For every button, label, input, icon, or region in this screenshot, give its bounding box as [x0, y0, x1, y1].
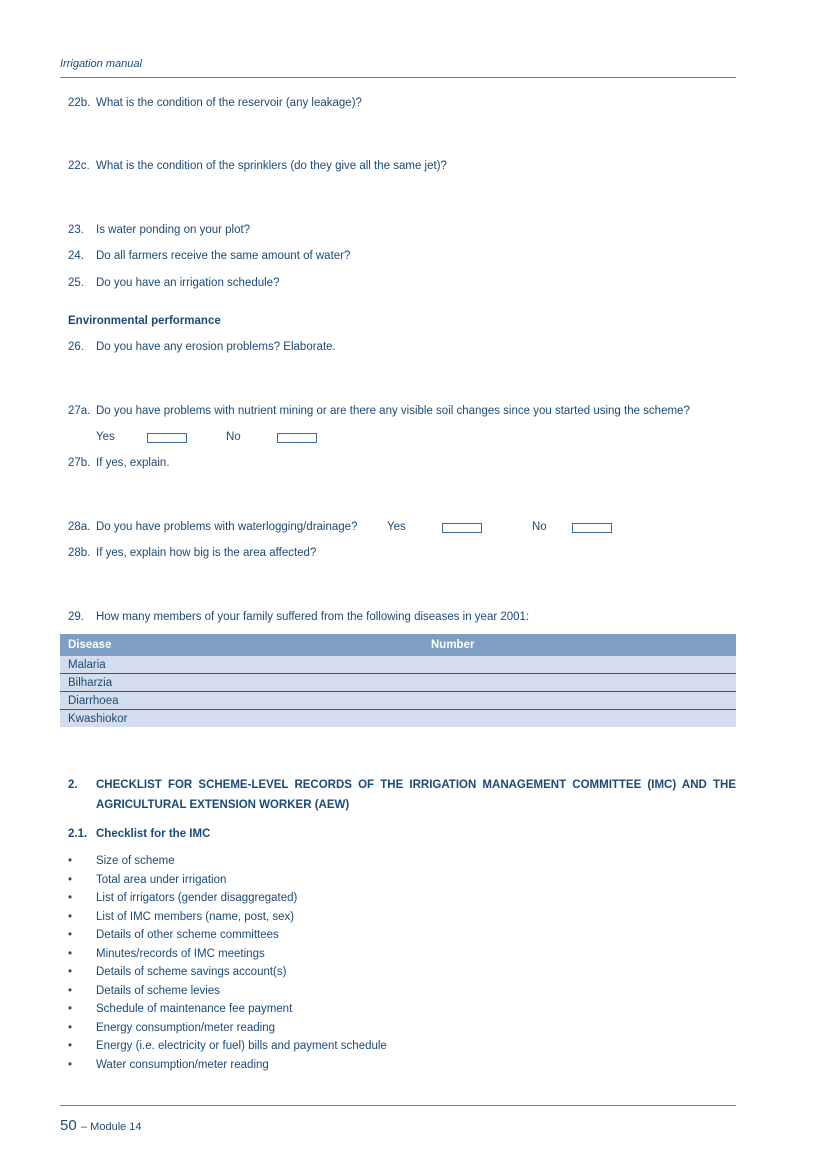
bullet-icon: • [68, 1040, 73, 1052]
question-24 [68, 250, 350, 262]
yes-label-27a: Yes [96, 431, 115, 443]
bullet-icon: • [68, 892, 73, 904]
disease-cell: Kwashiokor [60, 710, 423, 728]
disease-cell: Malaria [60, 656, 423, 674]
list-item-text: Details of scheme savings account(s) [96, 966, 287, 978]
question-text: What is the condition of the sprinklers (do they give all the same jet)? [96, 160, 447, 172]
question-22b [68, 97, 362, 109]
bullet-icon: • [68, 873, 73, 886]
yes-label-28a: Yes [387, 521, 406, 533]
list-item-text: Details of other scheme committees [96, 929, 279, 941]
list-item [68, 1019, 387, 1038]
list-item-text: Schedule of maintenance fee payment [96, 1003, 293, 1015]
question-28b [68, 547, 316, 559]
list-item [68, 963, 387, 982]
yes-checkbox-28a[interactable] [442, 523, 482, 533]
list-item [68, 1056, 387, 1075]
bullet-icon: • [68, 1003, 73, 1015]
question-number: 29. [68, 611, 84, 623]
question-number: 28a. [68, 521, 91, 533]
no-checkbox-28a[interactable] [572, 523, 612, 533]
section-number: 2. [68, 779, 78, 791]
disease-cell: Bilharzia [60, 674, 423, 692]
section-heading-environmental: Environmental performance [68, 315, 221, 327]
question-number: 24. [68, 250, 84, 262]
bullet-icon: • [68, 1058, 73, 1071]
no-label-27a: No [226, 431, 241, 443]
list-item [68, 926, 387, 945]
question-text: What is the condition of the reservoir (any leakage)? [96, 97, 362, 109]
bullet-icon: • [68, 855, 73, 867]
list-item [68, 1000, 387, 1019]
list-item [68, 871, 387, 890]
list-item [68, 908, 387, 927]
question-number: 22b. [68, 97, 91, 109]
list-item-text: Size of scheme [96, 855, 175, 867]
question-number: 22c. [68, 160, 90, 172]
table-row [60, 692, 736, 710]
list-item [68, 852, 387, 871]
subsection-2-1-heading [68, 828, 210, 840]
number-cell[interactable] [423, 656, 736, 674]
question-number: 28b. [68, 547, 91, 559]
bullet-icon: • [68, 966, 73, 978]
table-row [60, 710, 736, 728]
list-item [68, 1037, 387, 1056]
column-header-number: Number [423, 634, 736, 656]
list-item-text: Water consumption/meter reading [96, 1058, 269, 1071]
table-row [60, 656, 736, 674]
page-number: 50 [60, 1117, 77, 1134]
question-number: 25. [68, 277, 84, 289]
column-header-disease: Disease [60, 634, 423, 656]
bullet-icon: • [68, 1021, 73, 1034]
number-cell[interactable] [423, 692, 736, 710]
question-23 [68, 224, 250, 236]
question-22c [68, 160, 447, 172]
disease-table [60, 634, 736, 727]
list-item-text: Details of scheme levies [96, 984, 220, 997]
question-27a [68, 405, 690, 417]
question-text: Do you have an irrigation schedule? [96, 277, 280, 289]
question-27b [68, 457, 170, 469]
no-label-28a: No [532, 521, 547, 533]
question-number: 23. [68, 224, 84, 236]
table-row [60, 674, 736, 692]
list-item-text: Total area under irrigation [96, 873, 227, 886]
table-header-row [60, 634, 736, 656]
question-text: Do you have problems with nutrient mining or are there any visible soil changes since you started using the scheme? [96, 405, 690, 417]
question-25 [68, 277, 279, 289]
imc-checklist [68, 852, 387, 1074]
no-checkbox-27a[interactable] [277, 433, 317, 443]
list-item [68, 982, 387, 1001]
question-text: Do all farmers receive the same amount of water? [96, 250, 351, 262]
module-label: – Module 14 [81, 1121, 142, 1133]
question-28a [68, 521, 357, 533]
question-number: 27b. [68, 457, 91, 469]
list-item [68, 889, 387, 908]
header-rule [60, 77, 736, 78]
question-text: Do you have problems with waterlogging/drainage? [96, 521, 358, 533]
list-item-text: Energy consumption/meter reading [96, 1021, 275, 1034]
running-header: Irrigation manual [60, 58, 142, 70]
bullet-icon: • [68, 984, 73, 997]
number-cell[interactable] [423, 674, 736, 692]
subsection-number: 2.1. [68, 828, 88, 840]
question-26 [68, 341, 336, 353]
question-text: If yes, explain. [96, 457, 170, 469]
question-text: How many members of your family suffered from the following diseases in year 2001: [96, 611, 530, 623]
list-item-text: List of IMC members (name, post, sex) [96, 910, 295, 923]
question-text: If yes, explain how big is the area affected? [96, 547, 317, 559]
question-number: 26. [68, 341, 84, 353]
bullet-icon: • [68, 947, 73, 960]
list-item-text: Minutes/records of IMC meetings [96, 947, 265, 960]
question-number: 27a. [68, 405, 91, 417]
list-item-text: Energy (i.e. electricity or fuel) bills and payment schedule [96, 1040, 387, 1052]
footer-rule [60, 1105, 736, 1106]
question-29 [68, 611, 529, 623]
number-cell[interactable] [423, 710, 736, 728]
section-2-heading [68, 775, 736, 815]
disease-cell: Diarrhoea [60, 692, 423, 710]
question-text: Do you have any erosion problems? Elaborate. [96, 341, 336, 353]
bullet-icon: • [68, 910, 73, 923]
question-text: Is water ponding on your plot? [96, 224, 251, 236]
list-item [68, 945, 387, 964]
bullet-icon: • [68, 929, 73, 941]
section-title: CHECKLIST FOR SCHEME-LEVEL RECORDS OF THE IRRIGATION MANAGEMENT COMMITTEE (IMC) AND THE AGRICULTURAL EXTENSION WORKER (AEW) [96, 779, 736, 811]
subsection-title: Checklist for the IMC [96, 828, 211, 840]
list-item-text: List of irrigators (gender disaggregated) [96, 892, 298, 904]
yes-checkbox-27a[interactable] [147, 433, 187, 443]
